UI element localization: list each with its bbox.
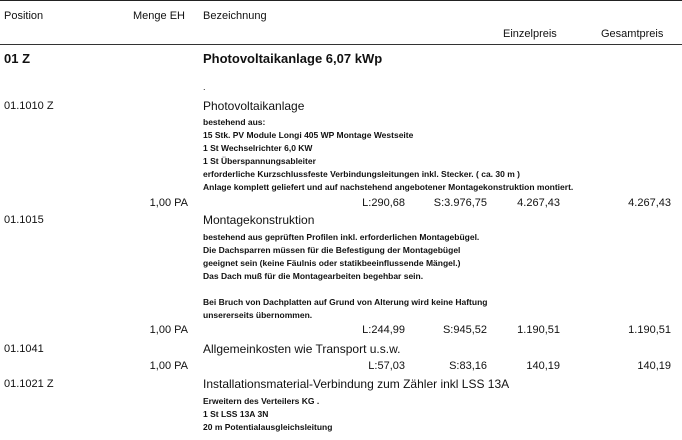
item-desc-line: Anlage komplett geliefert und auf nachstehend angebotener Montagekonstruktion montiert. xyxy=(203,182,574,192)
item-total-price: 140,19 xyxy=(637,360,671,372)
header-gesamtpreis: Gesamtpreis xyxy=(601,28,664,40)
item-total-price: 4.267,43 xyxy=(628,197,671,209)
item-desc-line: 1 St Überspannungsableiter xyxy=(203,156,316,166)
item-desc-line: Erweitern des Verteilers KG . xyxy=(203,396,320,406)
item-desc-line: 15 Stk. PV Module Longi 405 WP Montage Westseite xyxy=(203,130,414,140)
item-title: Allgemeinkosten wie Transport u.s.w. xyxy=(203,342,401,356)
item-quantity: 1,00 PA xyxy=(149,360,188,372)
item-desc-line: 20 m Potentialausgleichsleitung xyxy=(203,422,333,432)
item-total-price: 1.190,51 xyxy=(628,324,671,336)
item-labor-price: L:290,68 xyxy=(362,197,405,209)
header-bezeichnung: Bezeichnung xyxy=(203,10,267,22)
item-quantity: 1,00 PA xyxy=(149,324,188,336)
item-desc-line: erforderliche Kurzschlussfeste Verbindungsleitungen inkl. Stecker. ( ca. 30 m ) xyxy=(203,169,520,179)
item-unit-price: 140,19 xyxy=(526,360,560,372)
item-position: 01.1041 xyxy=(4,343,44,355)
header-menge: Menge EH xyxy=(133,10,185,22)
item-position: 01.1015 xyxy=(4,214,44,226)
section-position: 01 Z xyxy=(4,51,31,66)
top-border xyxy=(0,0,682,1)
item-material-price: S:945,52 xyxy=(442,324,487,336)
header-position: Position xyxy=(4,10,44,22)
item-desc-line: Das Dach muß für die Montagearbeiten begehbar sein. xyxy=(203,271,424,281)
item-unit-price: 4.267,43 xyxy=(517,197,560,209)
item-desc-line: Die Dachsparren müssen für die Befestigung der Montagebügel xyxy=(203,245,461,255)
item-desc-line: geeignet sein (keine Fäulnis oder statikbeeinflussende Mängel.) xyxy=(203,258,461,268)
item-material-price: S:83,16 xyxy=(449,360,487,372)
item-quantity: 1,00 PA xyxy=(149,197,188,209)
item-position: 01.1010 Z xyxy=(4,100,54,112)
item-labor-price: L:57,03 xyxy=(368,360,405,372)
item-unit-price: 1.190,51 xyxy=(517,324,560,336)
section-dot: . xyxy=(203,82,206,92)
item-title: Installationsmaterial-Verbindung zum Zähler inkl LSS 13A xyxy=(203,377,510,391)
item-position: 01.1021 Z xyxy=(4,378,54,390)
item-title: Montagekonstruktion xyxy=(203,213,315,227)
item-material-price: S:3.976,75 xyxy=(433,197,487,209)
item-desc-line: bestehend aus geprüften Profilen inkl. erforderlichen Montagebügel. xyxy=(203,232,480,242)
item-desc-line: unsererseits übernommen. xyxy=(203,310,313,320)
header-divider xyxy=(0,44,682,45)
item-desc-line: 1 St LSS 13A 3N xyxy=(203,409,269,419)
item-labor-price: L:244,99 xyxy=(362,324,405,336)
item-desc-line: bestehend aus: xyxy=(203,117,266,127)
header-einzelpreis: Einzelpreis xyxy=(503,28,557,40)
item-desc-line: 1 St Wechselrichter 6,0 KW xyxy=(203,143,313,153)
item-title: Photovoltaikanlage xyxy=(203,99,305,113)
section-title: Photovoltaikanlage 6,07 kWp xyxy=(203,51,383,66)
item-desc-line: Bei Bruch von Dachplatten auf Grund von Alterung wird keine Haftung xyxy=(203,297,488,307)
